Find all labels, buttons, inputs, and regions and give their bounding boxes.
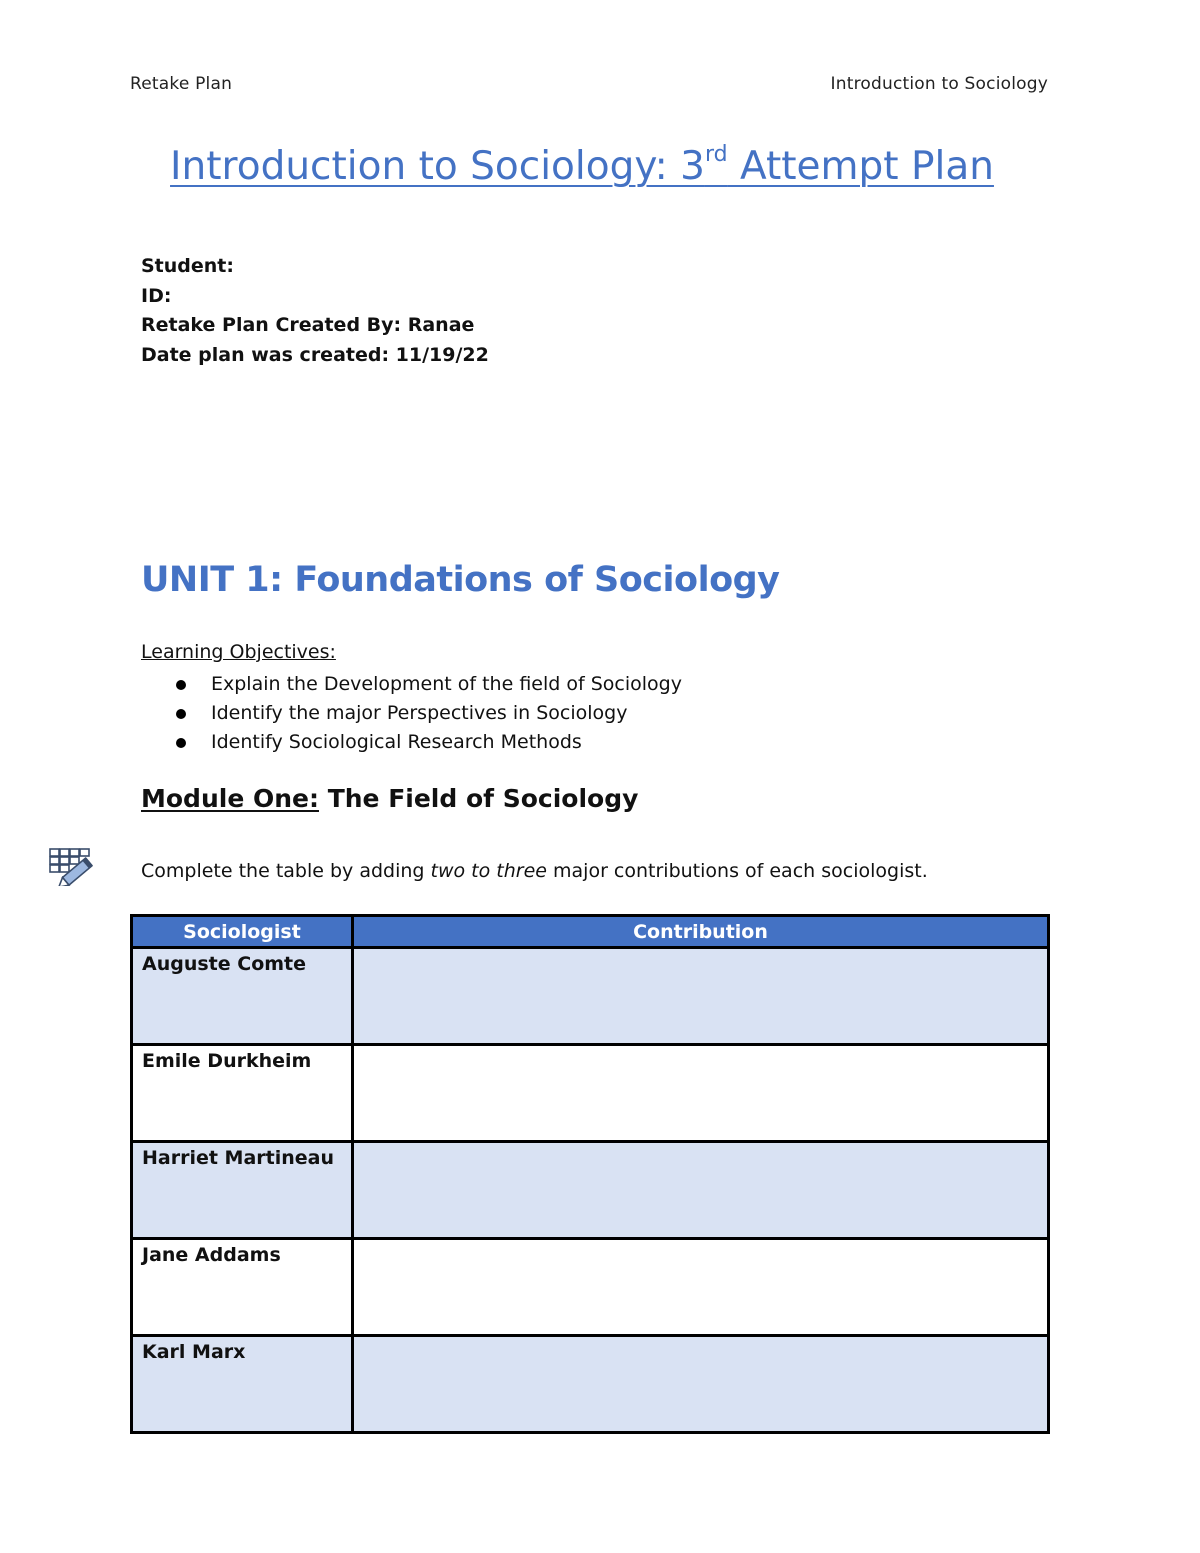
list-item <box>141 670 682 699</box>
title-main: Introduction to Sociology: 3 <box>170 144 705 189</box>
date-created: Date plan was created: 11/19/22 <box>141 343 489 366</box>
header-sociologist: Sociologist <box>132 916 353 948</box>
list-item <box>141 728 682 757</box>
table-row <box>132 948 1049 1045</box>
instruction-text <box>141 860 928 882</box>
module-label: Module One: <box>141 784 319 813</box>
objective-text: Explain the Development of the field of Sociology <box>211 673 682 695</box>
table-header-row <box>132 916 1049 948</box>
created-by: Retake Plan Created By: Ranae <box>141 314 475 336</box>
id-label: ID: <box>141 284 172 307</box>
title-superscript: rd <box>704 142 728 167</box>
page-header-left: Retake Plan <box>130 74 233 94</box>
objective-text: Identify Sociological Research Methods <box>211 731 582 753</box>
bullet-icon <box>176 709 186 719</box>
sociologist-cell: Auguste Comte <box>132 948 353 1045</box>
contribution-cell[interactable] <box>353 1239 1049 1336</box>
sociologist-cell: Emile Durkheim <box>132 1045 353 1142</box>
objectives-label: Learning Objectives: <box>141 641 336 663</box>
list-item <box>141 699 682 728</box>
contribution-cell[interactable] <box>353 1336 1049 1433</box>
instruction-post: major contributions of each sociologist. <box>546 860 928 882</box>
module-title <box>141 784 638 813</box>
bullet-icon <box>176 738 186 748</box>
table-row <box>132 1045 1049 1142</box>
sociologist-cell: Jane Addams <box>132 1239 353 1336</box>
table-row <box>132 1239 1049 1336</box>
contribution-cell[interactable] <box>353 1045 1049 1142</box>
contributions-table <box>130 914 1050 1434</box>
instruction-emphasis: two to three <box>430 860 547 882</box>
student-info <box>141 252 489 370</box>
title-tail: Attempt Plan <box>727 144 994 189</box>
table-edit-icon <box>48 846 102 886</box>
unit-title: UNIT 1: Foundations of Sociology <box>141 560 780 600</box>
page-header-right: Introduction to Sociology <box>830 74 1048 94</box>
bullet-icon <box>176 680 186 690</box>
objective-text: Identify the major Perspectives in Sociology <box>211 702 628 724</box>
document-title <box>0 144 1164 189</box>
sociologist-cell: Harriet Martineau <box>132 1142 353 1239</box>
contribution-cell[interactable] <box>353 1142 1049 1239</box>
student-label: Student: <box>141 255 234 277</box>
instruction-pre: Complete the table by adding <box>141 860 431 882</box>
table-row <box>132 1142 1049 1239</box>
sociologist-cell: Karl Marx <box>132 1336 353 1433</box>
header-contribution: Contribution <box>353 916 1049 948</box>
table-row <box>132 1336 1049 1433</box>
contribution-cell[interactable] <box>353 948 1049 1045</box>
module-name: The Field of Sociology <box>318 784 639 813</box>
objectives-list <box>141 670 682 757</box>
